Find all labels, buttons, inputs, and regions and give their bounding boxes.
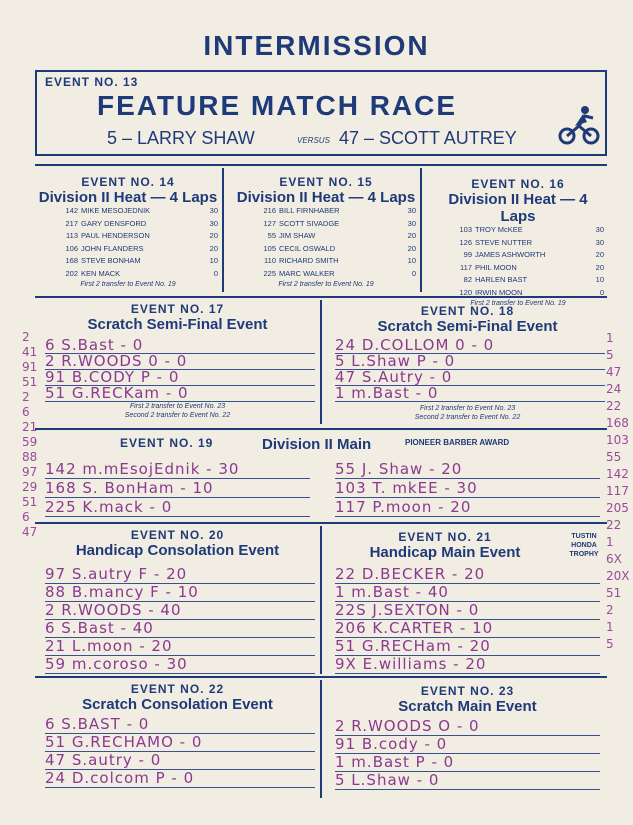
handwritten-entry: 225 K.mack - 0 xyxy=(45,498,310,517)
handwritten-entry: 6 S.BAST - 0 xyxy=(45,716,315,734)
margin-note: 2 xyxy=(22,390,30,404)
transfer-note: Second 2 transfer to Event No. 22 xyxy=(414,414,521,421)
handwritten-entry: 1 m.Bast - 40 xyxy=(335,584,600,602)
entry-rider: BILL FIRNHABER xyxy=(279,206,340,215)
heat-entry xyxy=(38,256,218,269)
event-15-panel xyxy=(236,175,416,288)
event-17-entries xyxy=(45,338,315,402)
handwritten-entry: 97 S.autry F - 20 xyxy=(45,566,315,584)
margin-note: 47 xyxy=(606,365,622,379)
event-title: Scratch Semi-Final Event xyxy=(377,318,558,335)
event-number: EVENT NO. 21 xyxy=(398,530,492,544)
entry-points: 10 xyxy=(407,256,416,265)
margin-note: 142 xyxy=(606,467,629,481)
event-23-entries xyxy=(335,718,600,790)
handwritten-entry: 24 D.COLLOM 0 - 0 xyxy=(335,338,605,354)
feature-left-rider: 5 – LARRY SHAW xyxy=(107,128,255,148)
event-19-number: EVENT NO. 19 xyxy=(120,436,214,450)
handwritten-entry: 51 G.RECHam - 20 xyxy=(335,638,600,656)
event-21-entries xyxy=(335,566,600,674)
heat-entry xyxy=(38,219,218,232)
event-23-panel xyxy=(330,684,605,715)
heat-entry xyxy=(38,231,218,244)
event-title: Handicap Consolation Event xyxy=(75,542,280,559)
margin-note: 59 xyxy=(22,435,38,449)
entry-points: 30 xyxy=(209,218,218,228)
margin-note: 20X xyxy=(606,569,630,583)
heat-entry xyxy=(38,206,218,219)
entry-rider: SCOTT SIVADGE xyxy=(279,218,340,228)
entry-points: 30 xyxy=(407,218,416,228)
entry-number: 99 xyxy=(463,250,472,259)
divider xyxy=(35,428,607,430)
heat-entry xyxy=(432,225,604,238)
margin-note: 103 xyxy=(606,433,629,447)
event-20-panel xyxy=(40,528,315,559)
entry-points: 20 xyxy=(209,243,218,253)
margin-note: 6X xyxy=(606,552,622,566)
handwritten-entry: 55 J. Shaw - 20 xyxy=(335,460,600,479)
handwritten-entry: 51 G.RECHAMO - 0 xyxy=(45,734,315,752)
event-14-panel xyxy=(38,175,218,288)
entry-number: 103 xyxy=(459,225,472,234)
event-17-panel xyxy=(40,302,315,333)
feature-versus: VERSUS xyxy=(297,136,330,145)
entry-number: 202 xyxy=(65,268,78,278)
handwritten-entry: 59 m.coroso - 30 xyxy=(45,656,315,674)
event-number: EVENT NO. 17 xyxy=(130,302,225,316)
entry-points: 20 xyxy=(407,243,416,253)
transfer-note: Second 2 transfer to Event No. 22 xyxy=(124,412,231,419)
entry-rider: PHIL MOON xyxy=(475,262,517,272)
entry-number: 126 xyxy=(459,237,472,247)
margin-note: 2 xyxy=(22,330,30,344)
margin-note: 24 xyxy=(606,382,622,396)
handwritten-entry: 5 L.Shaw - 0 xyxy=(335,772,600,790)
entry-points: 20 xyxy=(407,231,416,240)
handwritten-entry: 168 S. BonHam - 10 xyxy=(45,479,310,498)
event-number: EVENT NO. 22 xyxy=(130,682,225,696)
page-title: INTERMISSION xyxy=(203,30,430,61)
margin-note: 41 xyxy=(22,345,38,359)
event-title: Scratch Main Event xyxy=(398,698,537,715)
transfer-note: First 2 transfer to Event No. 23 xyxy=(129,403,226,410)
handwritten-entry: 88 B.mancy F - 10 xyxy=(45,584,315,602)
handwritten-entry: 22S J.SEXTON - 0 xyxy=(335,602,600,620)
handwritten-entry: 2 R.WOODS 0 - 0 xyxy=(45,354,315,370)
margin-note: 1 xyxy=(606,535,614,549)
divider xyxy=(222,168,224,292)
entry-points: 20 xyxy=(595,250,604,259)
handwritten-entry: 142 m.mEsojEdnik - 30 xyxy=(45,460,310,479)
handwritten-entry: 206 K.CARTER - 10 xyxy=(335,620,600,638)
margin-note: 51 xyxy=(22,495,38,509)
heat-entry xyxy=(432,288,604,301)
event-title: Scratch Semi-Final Event xyxy=(87,316,268,333)
divider xyxy=(320,300,322,424)
margin-note: 91 xyxy=(22,360,38,374)
entry-rider: PAUL HENDERSON xyxy=(81,231,150,240)
divider xyxy=(35,522,607,524)
event-19-left-entries xyxy=(45,460,310,517)
entry-rider: STEVE BONHAM xyxy=(81,256,141,265)
transfer-note: First 2 transfer to Event No. 19 xyxy=(278,281,374,288)
right-margin-notes xyxy=(606,330,632,653)
entry-points: 30 xyxy=(209,206,218,215)
event-19-right-entries xyxy=(335,460,600,517)
handwritten-entry: 9X E.williams - 20 xyxy=(335,656,600,674)
heat-entry xyxy=(236,256,416,269)
entry-points: 20 xyxy=(595,262,604,272)
margin-note: 1 xyxy=(606,620,614,634)
margin-note: 117 xyxy=(606,484,629,498)
entry-rider: JIM SHAW xyxy=(279,231,316,240)
entry-number: 225 xyxy=(263,268,276,278)
handwritten-entry: 2 R.WOODS - 40 xyxy=(45,602,315,620)
entry-number: 105 xyxy=(263,243,276,253)
left-margin-notes xyxy=(22,330,42,540)
entry-points: 0 xyxy=(213,268,218,278)
event-number: EVENT NO. 15 xyxy=(279,175,373,189)
divider xyxy=(35,676,607,678)
margin-note: 6 xyxy=(22,405,30,419)
transfer-note: First 2 transfer to Event No. 19 xyxy=(470,300,566,307)
entry-points: 10 xyxy=(595,275,604,284)
entry-rider: HARLEN BAST xyxy=(475,275,528,284)
handwritten-entry: 6 S.Bast - 0 xyxy=(45,338,315,354)
entry-number: 113 xyxy=(66,231,78,240)
entry-number: 106 xyxy=(65,243,78,253)
divider xyxy=(420,168,422,292)
entry-points: 30 xyxy=(407,206,416,215)
handwritten-entry: 21 L.moon - 20 xyxy=(45,638,315,656)
handwritten-entry: 5 L.Shaw P - 0 xyxy=(335,354,605,370)
event-19-award: PIONEER BARBER AWARD xyxy=(405,438,510,447)
event-22-panel xyxy=(40,682,315,713)
handwritten-entry: 24 D.colcom P - 0 xyxy=(45,770,315,788)
margin-note: 22 xyxy=(606,518,622,532)
heat-entry xyxy=(236,219,416,232)
event-19-title: Division II Main xyxy=(262,436,372,453)
handwritten-entry: 47 S.autry - 0 xyxy=(45,752,315,770)
event-number: EVENT NO. 18 xyxy=(420,304,515,318)
handwritten-entry: 91 B.CODY P - 0 xyxy=(45,370,315,386)
transfer-note: First 2 transfer to Event No. 19 xyxy=(80,281,176,288)
margin-note: 88 xyxy=(22,450,38,464)
divider xyxy=(320,526,322,674)
entry-rider: GARY DENSFORD xyxy=(81,218,147,228)
handwritten-entry: 6 S.Bast - 40 xyxy=(45,620,315,638)
event-number: EVENT NO. 14 xyxy=(81,175,175,189)
entry-number: 110 xyxy=(264,256,276,265)
divider xyxy=(35,296,607,298)
margin-note: 22 xyxy=(606,399,622,413)
handwritten-entry: 1 m.Bast - 0 xyxy=(335,386,605,402)
entry-rider: TROY McKEE xyxy=(475,225,523,234)
event-number: EVENT NO. 23 xyxy=(420,684,515,698)
event-18-panel xyxy=(330,304,605,335)
event-number: EVENT NO. 16 xyxy=(471,177,565,191)
transfer-note: First 2 transfer to Event No. 23 xyxy=(419,405,516,412)
margin-note: 55 xyxy=(606,450,622,464)
handwritten-entry: 103 T. mkEE - 30 xyxy=(335,479,600,498)
handwritten-entry: 117 P.moon - 20 xyxy=(335,498,600,517)
entry-rider: IRWIN MOON xyxy=(475,287,523,297)
event-title: Scratch Consolation Event xyxy=(82,696,273,713)
divider xyxy=(320,680,322,798)
entry-number: 55 xyxy=(267,231,276,240)
margin-note: 6 xyxy=(22,510,30,524)
margin-note: 5 xyxy=(606,348,614,362)
entry-points: 0 xyxy=(599,287,604,297)
event-21-trophy: TUSTIN HONDA TROPHY xyxy=(569,533,599,558)
entry-number: 117 xyxy=(460,262,472,272)
margin-note: 97 xyxy=(22,465,38,479)
entry-number: 82 xyxy=(463,275,472,284)
entry-rider: MIKE MESOJEDNIK xyxy=(81,206,151,215)
margin-note: 205 xyxy=(606,501,629,515)
entry-rider: CECIL OSWALD xyxy=(279,243,336,253)
heat-entry xyxy=(236,244,416,257)
feature-event-number: EVENT NO. 13 xyxy=(45,75,139,89)
entry-rider: STEVE NUTTER xyxy=(475,237,533,247)
divider xyxy=(35,164,607,166)
entry-rider: JAMES ASHWORTH xyxy=(475,250,546,259)
entry-points: 30 xyxy=(595,237,604,247)
heat-entry xyxy=(432,275,604,288)
handwritten-entry: 22 D.BECKER - 20 xyxy=(335,566,600,584)
event-title: Division II Heat — 4 Laps xyxy=(236,189,416,206)
entry-points: 30 xyxy=(595,225,604,234)
entry-points: 0 xyxy=(411,268,416,278)
margin-note: 51 xyxy=(606,586,622,600)
heat-entry xyxy=(38,244,218,257)
handwritten-entry: 47 S.Autry - 0 xyxy=(335,370,605,386)
margin-note: 51 xyxy=(22,375,38,389)
heat-entry xyxy=(432,263,604,276)
event-18-entries xyxy=(335,338,605,402)
entry-rider: RICHARD SMITH xyxy=(279,256,339,265)
margin-note: 2 xyxy=(606,603,614,617)
handwritten-entry: 51 G.RECKam - 0 xyxy=(45,386,315,402)
event-21-panel xyxy=(330,530,560,561)
feature-right-rider: 47 – SCOTT AUTREY xyxy=(339,128,517,148)
margin-note: 168 xyxy=(606,416,629,430)
margin-note: 5 xyxy=(606,637,614,651)
margin-note: 29 xyxy=(22,480,38,494)
entry-number: 216 xyxy=(263,206,276,215)
feature-title: FEATURE MATCH RACE xyxy=(97,90,458,121)
margin-note: 21 xyxy=(22,420,38,434)
margin-note: 1 xyxy=(606,331,614,345)
event-title: Division II Heat — 4 Laps xyxy=(38,189,218,206)
entry-number: 120 xyxy=(459,287,472,297)
motorcycle-rider-icon xyxy=(557,102,601,146)
entry-rider: KEN MACK xyxy=(81,268,121,278)
handwritten-entry: 91 B.cody - 0 xyxy=(335,736,600,754)
heat-entry xyxy=(38,269,218,282)
heat-entry xyxy=(236,206,416,219)
handwritten-entry: 1 m.Bast P - 0 xyxy=(335,754,600,772)
event-title: Handicap Main Event xyxy=(369,544,521,561)
margin-note: 47 xyxy=(22,525,38,539)
feature-box xyxy=(35,70,607,156)
heat-entry xyxy=(236,269,416,282)
event-title: Division II Heat — 4 Laps xyxy=(448,191,588,225)
heat-entry xyxy=(432,238,604,251)
entry-rider: MARC WALKER xyxy=(279,268,335,278)
heat-entry xyxy=(236,231,416,244)
event-20-entries xyxy=(45,566,315,674)
event-16-panel xyxy=(432,177,604,307)
event-number: EVENT NO. 20 xyxy=(130,528,225,542)
entry-number: 168 xyxy=(65,256,78,265)
handwritten-entry: 2 R.WOODS O - 0 xyxy=(335,718,600,736)
entry-points: 10 xyxy=(209,256,218,265)
event-22-entries xyxy=(45,716,315,788)
entry-points: 20 xyxy=(209,231,218,240)
heat-entry xyxy=(432,250,604,263)
entry-number: 142 xyxy=(65,206,78,215)
entry-number: 127 xyxy=(263,218,276,228)
entry-rider: JOHN FLANDERS xyxy=(81,243,144,253)
entry-number: 217 xyxy=(65,218,78,228)
